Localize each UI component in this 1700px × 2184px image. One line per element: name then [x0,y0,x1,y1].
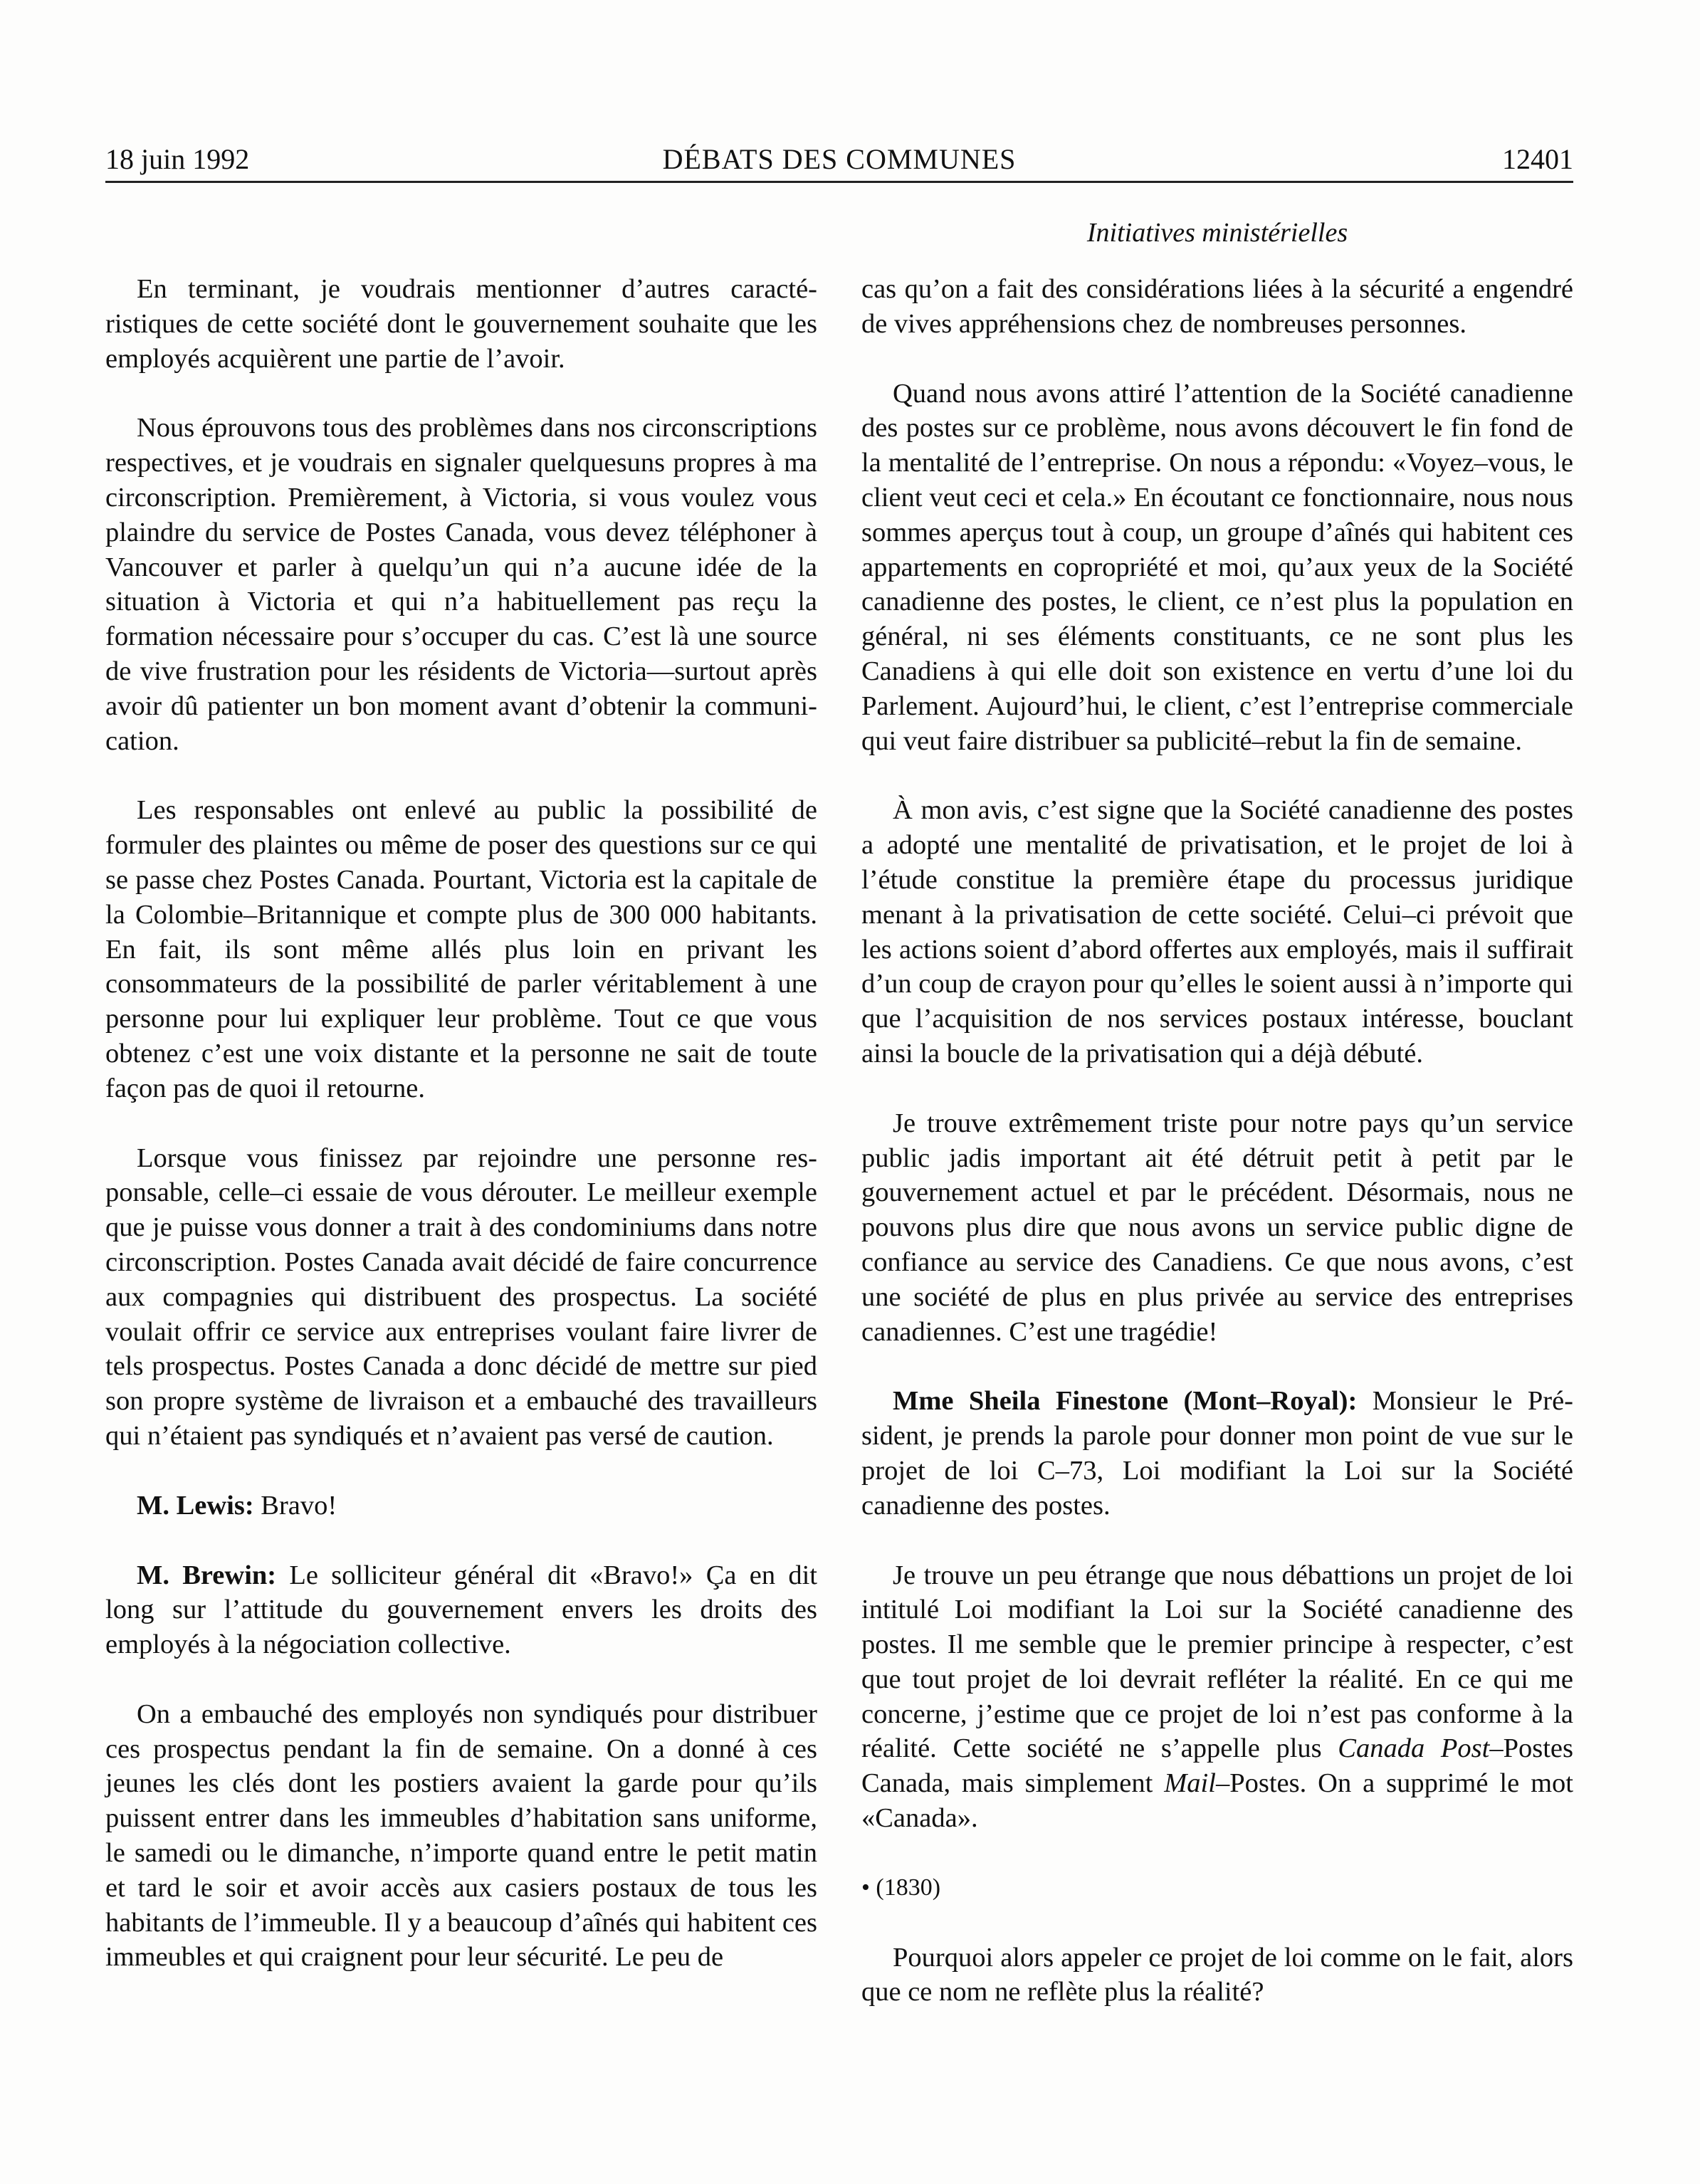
speaker-name: Mme Sheila Finestone (Mont–Royal): [893,1386,1358,1417]
paragraph: On a embauché des employés non syndiqués pour distribuer ces prospectus pendant la fin de semaine. On a donné à ces jeunes les clés dont les postiers avaient la garde pour qu’ils puissent entrer dans les immeubles d’habitation sans uniforme, le samedi ou le dimanche, n’importe quand entre le petit matin et tard le soir et avoir accès aux casiers postaux de tous les habitants de l’immeuble. Il y a beaucoup d’aînés qui habitent ces immeubles et qui craignent pour leur sécurité. Le peu de [105,1699,817,1973]
speech-paragraph [861,1384,1573,1523]
speaker-name: M. Brewin: [137,1560,277,1590]
text-segment: –Postes. On a supprimé le mot «Canada». [861,1768,1573,1834]
section-label: Initiatives ministérielles [1086,218,1348,248]
page-header [105,140,1573,179]
paragraph [861,1558,1573,1836]
paragraph: Les responsables ont enlevé au public la possibilité de formuler des plaintes ou même de poser des questions sur ce qui se passe chez Postes Canada. Pourtant, Victoria est la capitale de la Colombie–Britannique et compte plus de 300 000 habitants. En fait, ils sont même allés plus loin en privant les consommateurs de la possibilité de parler véritablement à une personne pour lui expliquer leur problème. Tout ce que vous obtenez c’est une voix distante et la personne ne sait de toute façon pas de quoi il retourne. [105,795,817,1103]
speaker-name: M. Lewis: [137,1490,254,1521]
header-date: 18 juin 1992 [105,143,250,175]
paragraph: Quand nous avons attiré l’attention de la Société canadienne des postes sur ce problème, nous avons découvert le fin fond de la mentalité de l’entreprise. On nous a répondu: «Voyez–vous, le client veut ceci et cela.» En écoutant ce fonctionnaire, nous nous sommes aperçus tout à coup, un groupe d’aînés qui habitent ces appartements en copropriété et moi, qu’aux yeux de la Société canadienne des postes, le client, ce n’est plus la population en général, ni ses éléments constituants, ce ne sont plus les Canadiens à qui elle doit son existence en vertu d’une loi du Parlement. Aujourd’hui, le client, c’est l’entreprise commerciale qui veut faire distribuer sa publicité–rebut la fin de semaine. [861,378,1573,756]
speech-text: Bravo! [253,1490,337,1521]
speech-text: Monsieur le Président, je prends la parole pour donner mon point de vue sur le projet de loi C–73, Loi modifiant la Loi sur la Société canadienne des postes. [861,1386,1573,1521]
header-page-number: 12401 [1502,143,1573,175]
speech-paragraph [105,1489,817,1523]
header-title: DÉBATS DES COMMUNES [662,143,1017,175]
italic-text: Mail [1164,1768,1216,1799]
paragraph: Lorsque vous finissez par rejoindre une personne responsable, celle–ci essaie de vous dérouter. Le meilleur exemple que je puisse vous donner a trait à des condominiums dans notre circonscription. Postes Canada avait décidé de faire concurrence aux compagnies qui distribuent des prospectus. La société voulait offrir ce service aux entreprises voulant faire livrer de tels prospectus. Postes Canada a donc décidé de mettre sur pied son propre système de livraison et a embauché des travailleurs qui n’étaient pas syndiqués et n’avaient pas versé de caution. [105,1143,817,1451]
paragraph: Je trouve extrêmement triste pour notre pays qu’un service public jadis important ait été détruit petit à petit par le gouvernement actuel et par le précédent. Désormais, nous ne pouvons plus dire que nous avons un service public digne de confiance au service des Canadiens. Ce que nous avons, c’est une société de plus en plus privée au service des entreprises canadiennes. C’est une tragédie! [861,1108,1573,1347]
left-column [105,272,817,2010]
speech-text: Le solliciteur général dit «Bravo!» Ça en dit long sur l’attitude du gouvernement envers les droits des employés à la négociation collective. [105,1560,817,1660]
paragraph: Pourquoi alors appeler ce projet de loi comme on le fait, alors que ce nom ne reflète plus la réalité? [861,1942,1573,2007]
paragraph: À mon avis, c’est signe que la Société canadienne des postes a adopté une mentalité de privatisation, et le projet de loi à l’étude constitue la première étape du processus juridique menant à la privatisation de cette société. Celui–ci prévoit que les actions soient d’abord offertes aux employés, mais il suffirait d’un coup de crayon pour qu’elles le soient aussi à n’importe qui que l’acquisition de nos services postaux intéresse, bouclant ainsi la boucle de la privatisation qui a déjà débuté. [861,795,1573,1069]
italic-text: Canada Post [1338,1733,1490,1764]
header-rule [105,181,1573,183]
paragraph: En terminant, je voudrais mentionner d’autres caractéristiques de cette société dont le gouvernement souhaite que les employés acquièrent une partie de l’avoir. [105,274,817,374]
sitting-time-marker: • (1830) [861,1874,941,1901]
right-column [861,272,1573,2044]
text-segment: Je trouve un peu étrange que nous débattions un projet de loi intitulé Loi modifiant la Loi sur la Société canadienne des postes. Il me semble que le premier principe à respecter, c’est que tout projet de loi devrait refléter la réalité. En ce qui me concerne, j’estime que ce projet de loi n’est pas conforme à la réalité. Cette société ne s’appelle plus [861,1560,1573,1764]
speech-paragraph [105,1558,817,1662]
paragraph: cas qu’on a fait des considérations liées à la sécurité a engendré de vives appréhensions chez de nombreuses personnes. [861,274,1573,339]
paragraph: Nous éprouvons tous des problèmes dans nos circonscriptions respectives, et je voudrais en signaler quelquesuns propres à ma circonscription. Premièrement, à Victoria, si vous voulez vous plaindre du service de Postes Canada, vous devez téléphoner à Vancouver et parler à quelqu’un qui n’a aucune idée de la situation à Victoria et qui n’a habituellement pas reçu la formation nécessaire pour s’occuper du cas. C’est là une source de vive frustration pour les résidents de Victoria—surtout après avoir dû patienter un bon moment avant d’obtenir la communication. [105,413,817,756]
text-segment: –Postes Canada, mais simplement [861,1733,1573,1799]
